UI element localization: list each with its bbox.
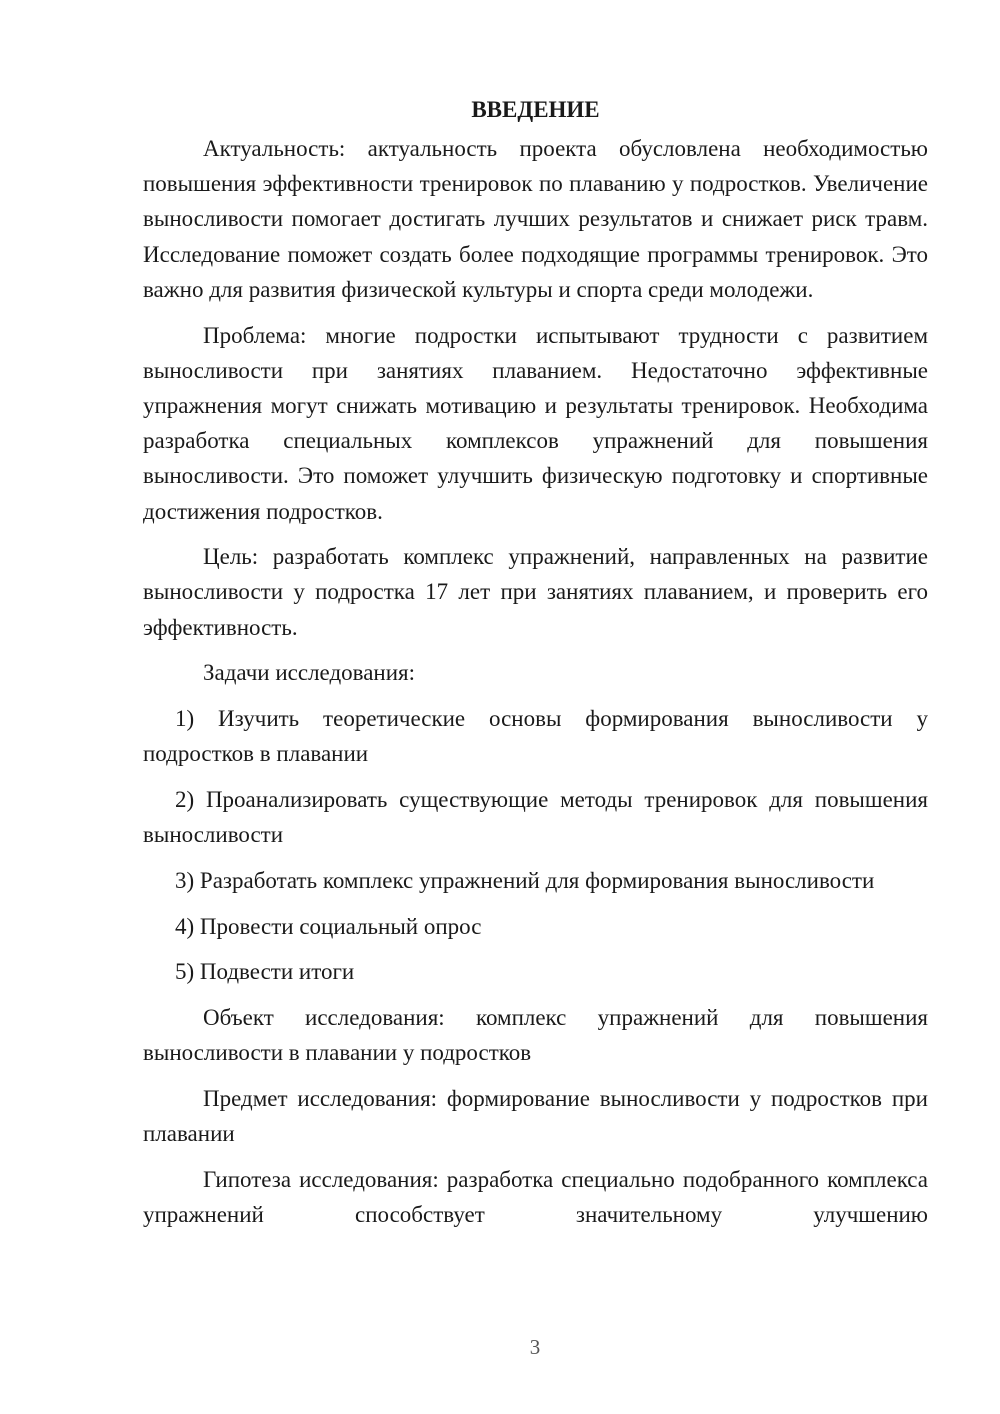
subject-paragraph: Предмет исследования: формирование выносливости у подростков при плавании <box>143 1085 928 1147</box>
task-item-2: 2) Проанализировать существующие методы тренировок для повышения выносливости <box>143 786 928 848</box>
tasks-heading: Задачи исследования: <box>203 660 416 686</box>
task-item-3: 3) Разработать комплекс упражнений для формирования выносливости <box>175 867 875 893</box>
goal-paragraph: Цель: разработать комплекс упражнений, направленных на развитие выносливости у подростка 17 лет при занятиях плаванием, и проверить его эффективность. <box>143 544 928 640</box>
hypothesis-paragraph: Гипотеза исследования: разработка специально подобранного комплекса упражнений способствует значительному улучшению <box>143 1166 928 1227</box>
problem-paragraph: Проблема: многие подростки испытывают трудности с развитием выносливости при занятиях плаванием. Недостаточно эффективные упражнения могут снижать мотивацию и результаты тренировок. Необходима разработка специальных комплексов упражнений для повышения выносливости. Это поможет улучшить физическую подготовку и спортивные достижения подростков. <box>143 322 928 524</box>
page-number: 3 <box>529 1335 541 1359</box>
task-item-4: 4) Провести социальный опрос <box>175 913 482 939</box>
task-item-5: 5) Подвести итоги <box>175 959 355 985</box>
relevance-paragraph: Актуальность: актуальность проекта обусловлена необходимостью повышения эффективности тренировок по плаванию у подростков. Увеличение выносливости помогает достигать лучших результатов и снижает риск травм. Исследование поможет создать более подходящие программы тренировок. Это важно для развития физической культуры и спорта среди молодежи. <box>143 136 928 302</box>
object-paragraph: Объект исследования: комплекс упражнений для повышения выносливости в плавании у подростков <box>143 1004 928 1066</box>
document-body <box>143 92 928 1232</box>
task-item-1: 1) Изучить теоретические основы формирования выносливости у подростков в плавании <box>143 706 928 767</box>
page-title: ВВЕДЕНИЕ <box>471 97 600 122</box>
